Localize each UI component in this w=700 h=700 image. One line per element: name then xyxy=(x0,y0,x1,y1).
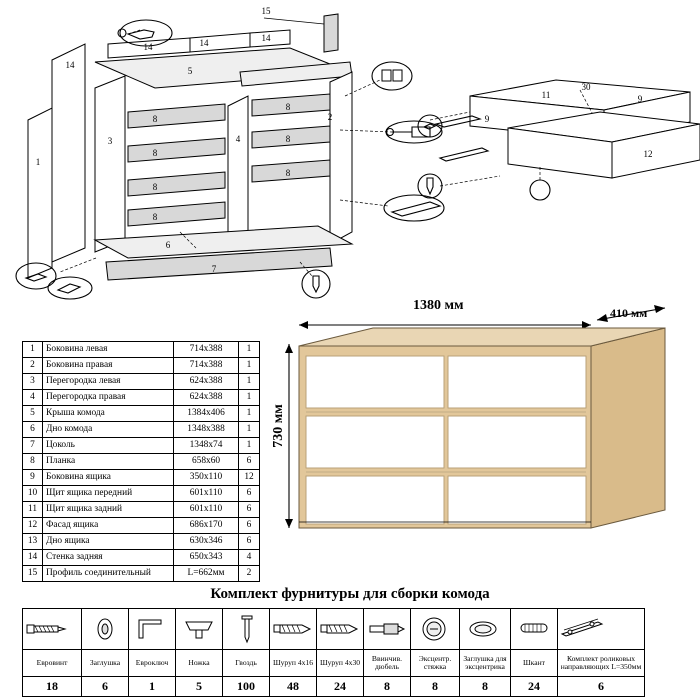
part-name: Крыша комода xyxy=(43,406,174,422)
part-index: 4 xyxy=(23,390,43,406)
part-index: 10 xyxy=(23,486,43,502)
table-row xyxy=(23,470,260,486)
allen-key-icon xyxy=(129,609,176,650)
part-name: Стенка задняя xyxy=(43,550,174,566)
part-quantity: 6 xyxy=(239,486,260,502)
fitting-quantity: 8 xyxy=(411,677,460,697)
table-row xyxy=(23,374,260,390)
depth-label: 410 мм xyxy=(610,306,648,320)
callout-8-d: 8 xyxy=(152,212,158,223)
drawer-exploded-group xyxy=(418,80,700,200)
fitting-label: Шуруп 4х30 xyxy=(317,650,364,677)
fitting-label: Заглушка для эксцентрика xyxy=(460,650,511,677)
cap-icon xyxy=(82,609,129,650)
part-quantity: 6 xyxy=(239,454,260,470)
fitting-quantity: 8 xyxy=(460,677,511,697)
part-name: Планка xyxy=(43,454,174,470)
part-dimension: 601х110 xyxy=(174,502,239,518)
fitting-label: Заглушка xyxy=(82,650,129,677)
dowel-icon xyxy=(511,609,558,650)
callout-8-a: 8 xyxy=(152,114,158,125)
fitting-label: Гвоздь xyxy=(223,650,270,677)
part-dimension: 630х346 xyxy=(174,534,239,550)
fitting-quantity: 100 xyxy=(223,677,270,697)
callout-8-b: 8 xyxy=(152,148,158,159)
table-row xyxy=(23,438,260,454)
part-dimension: 601х110 xyxy=(174,486,239,502)
part-index: 14 xyxy=(23,550,43,566)
fitting-quantity: 48 xyxy=(270,677,317,697)
callout-9-b: 9 xyxy=(637,94,643,105)
callout-8-g: 8 xyxy=(285,168,291,179)
width-label: 1380 мм xyxy=(413,298,464,313)
part-name: Перегородка правая xyxy=(43,390,174,406)
part-quantity: 6 xyxy=(239,502,260,518)
part-dimension: 714х388 xyxy=(174,358,239,374)
callout-14-c: 14 xyxy=(199,38,209,49)
part-dimension: L=662мм xyxy=(174,566,239,582)
part-index: 2 xyxy=(23,358,43,374)
fitting-label: Шкант xyxy=(511,650,558,677)
fitting-quantity: 6 xyxy=(82,677,129,697)
callout-8-c: 8 xyxy=(152,182,158,193)
euro-screw-icon xyxy=(23,609,82,650)
fitting-label: Евроключ xyxy=(129,650,176,677)
fitting-label: Комплект роликовых направляющих L=350мм xyxy=(558,650,645,677)
table-row xyxy=(23,390,260,406)
part-index: 3 xyxy=(23,374,43,390)
height-label: 730 мм xyxy=(270,404,286,448)
part-index: 12 xyxy=(23,518,43,534)
part-name: Профиль соединительный xyxy=(43,566,174,582)
table-row xyxy=(23,550,260,566)
part-index: 8 xyxy=(23,454,43,470)
callout-3: 3 xyxy=(107,136,113,147)
fitting-quantity: 1 xyxy=(129,677,176,697)
part-name: Боковина левая xyxy=(43,342,174,358)
part-quantity: 1 xyxy=(239,422,260,438)
table-row xyxy=(23,518,260,534)
part-dimension: 1348х388 xyxy=(174,422,239,438)
part-index: 5 xyxy=(23,406,43,422)
callout-11: 11 xyxy=(541,90,551,101)
part-quantity: 1 xyxy=(239,390,260,406)
fitting-quantity: 5 xyxy=(176,677,223,697)
part-name: Дно ящика xyxy=(43,534,174,550)
part-quantity: 12 xyxy=(239,470,260,486)
dimension-view xyxy=(270,298,685,550)
callout-7: 7 xyxy=(211,264,217,275)
part-name: Перегородка левая xyxy=(43,374,174,390)
table-row xyxy=(23,422,260,438)
table-row xyxy=(23,534,260,550)
part-dimension: 658х60 xyxy=(174,454,239,470)
part-index: 13 xyxy=(23,534,43,550)
callout-8-f: 8 xyxy=(285,134,291,145)
part-index: 9 xyxy=(23,470,43,486)
screw-icon xyxy=(270,609,317,650)
part-dimension: 1384х406 xyxy=(174,406,239,422)
part-quantity: 1 xyxy=(239,406,260,422)
table-row xyxy=(23,486,260,502)
part-index: 7 xyxy=(23,438,43,454)
plank-group-right xyxy=(252,94,330,182)
part-dimension: 624х388 xyxy=(174,374,239,390)
fitting-label: Ножка xyxy=(176,650,223,677)
fitting-label: Эксцентр. стяжка xyxy=(411,650,460,677)
slide-rail-icon xyxy=(558,609,645,650)
part-dimension: 714х388 xyxy=(174,342,239,358)
fitting-label: Шуруп 4х16 xyxy=(270,650,317,677)
part-name: Щит ящика задний xyxy=(43,502,174,518)
fittings-table xyxy=(22,608,645,697)
cam-lock-icon xyxy=(411,609,460,650)
part-name: Боковина ящика xyxy=(43,470,174,486)
part-index: 6 xyxy=(23,422,43,438)
rail-icon xyxy=(440,148,488,161)
table-row xyxy=(23,502,260,518)
callout-14-d: 14 xyxy=(261,33,271,44)
nail-icon xyxy=(223,609,270,650)
callout-6: 6 xyxy=(165,240,171,251)
fitting-quantity: 8 xyxy=(364,677,411,697)
part-quantity: 1 xyxy=(239,342,260,358)
part-name: Щит ящика передний xyxy=(43,486,174,502)
callout-4: 4 xyxy=(235,134,241,145)
exploded-view-diagram xyxy=(0,0,700,300)
callout-30: 30 xyxy=(581,82,591,93)
fitting-quantity: 24 xyxy=(511,677,558,697)
table-row xyxy=(23,454,260,470)
screw-icon xyxy=(317,609,364,650)
table-row xyxy=(23,566,260,582)
part-quantity: 1 xyxy=(239,358,260,374)
part-quantity: 6 xyxy=(239,518,260,534)
part-index: 15 xyxy=(23,566,43,582)
part-name: Цоколь xyxy=(43,438,174,454)
table-row xyxy=(23,358,260,374)
part-index: 1 xyxy=(23,342,43,358)
part-quantity: 1 xyxy=(239,438,260,454)
callout-1: 1 xyxy=(35,157,41,168)
part-index: 11 xyxy=(23,502,43,518)
callout-14-a: 14 xyxy=(65,60,75,71)
part-dimension: 650х343 xyxy=(174,550,239,566)
part-quantity: 2 xyxy=(239,566,260,582)
part-name: Фасад ящика xyxy=(43,518,174,534)
cam-cap-icon xyxy=(460,609,511,650)
leg-icon xyxy=(176,609,223,650)
part-quantity: 4 xyxy=(239,550,260,566)
callout-2: 2 xyxy=(327,112,333,123)
plank-group-left xyxy=(128,104,225,226)
callout-5: 5 xyxy=(187,66,193,77)
table-row xyxy=(23,342,260,358)
part-name: Дно комода xyxy=(43,422,174,438)
part-quantity: 6 xyxy=(239,534,260,550)
fitting-quantity: 24 xyxy=(317,677,364,697)
callout-9-a: 9 xyxy=(484,114,490,125)
part-dimension: 1348х74 xyxy=(174,438,239,454)
fitting-quantity: 6 xyxy=(558,677,645,697)
fitting-quantity: 18 xyxy=(23,677,82,697)
part-dimension: 686х170 xyxy=(174,518,239,534)
fittings-title: Комплект фурнитуры для сборки комода xyxy=(210,586,490,602)
part-dimension: 624х388 xyxy=(174,390,239,406)
callout-15: 15 xyxy=(261,6,271,17)
parts-table xyxy=(22,341,260,582)
part-quantity: 1 xyxy=(239,374,260,390)
fitting-label: Ввинчив. дюбель xyxy=(364,650,411,677)
part-dimension: 350х110 xyxy=(174,470,239,486)
fitting-label: Евровинт xyxy=(23,650,82,677)
callout-8-e: 8 xyxy=(285,102,291,113)
callout-14-b: 14 xyxy=(143,42,153,53)
table-row xyxy=(23,406,260,422)
dowel-screw-icon xyxy=(364,609,411,650)
part-name: Боковина правая xyxy=(43,358,174,374)
callout-12: 12 xyxy=(643,149,653,160)
